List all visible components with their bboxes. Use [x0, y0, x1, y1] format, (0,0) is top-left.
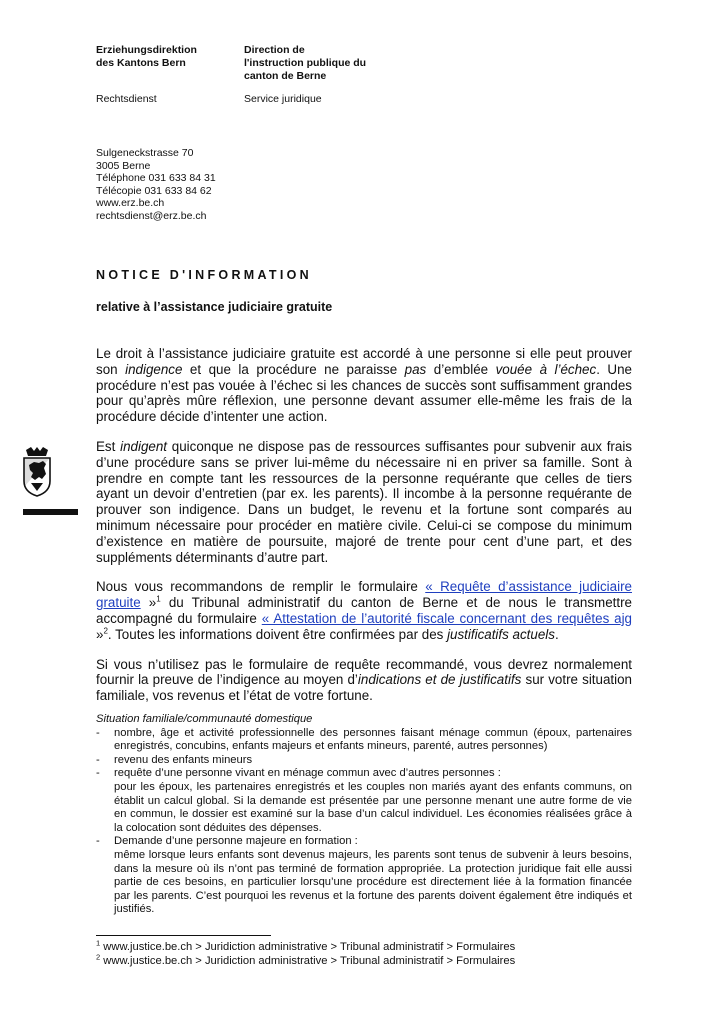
- header-right-line3: canton de Berne: [244, 70, 327, 82]
- link-attestation-fiscale[interactable]: « Attestation de l’autorité fiscale concernant des requêtes ajg: [261, 610, 633, 626]
- p3-text-g: .: [554, 626, 559, 642]
- family-situation-section: [96, 713, 632, 917]
- document-subtitle: relative à l’assistance judiciaire gratuite: [96, 300, 333, 314]
- p1-text-g: . Une procédure n’est pas vouée à l’échec si les chances de succès sont suffisamment grandes pour qu’après mûre réflexion, une personne devant assumer elle-même les frais de la procédure décide d’intenter une action.: [96, 361, 632, 425]
- p3-text-d: »: [96, 626, 104, 642]
- list-dash: -: [96, 726, 100, 739]
- list-item: [96, 767, 632, 835]
- list-item-text: Demande d’une personne majeure en formation :: [114, 835, 358, 848]
- criteria-list: [96, 727, 632, 917]
- paragraph-3: [96, 579, 632, 642]
- list-dash: -: [96, 753, 100, 766]
- p4-text-a: Si vous n’utilisez pas le formulaire de requête recommandé, vous devrez normalement fournir la preuve de l’indigence au moyen d’: [96, 656, 632, 688]
- footnote-ref-2: 2: [103, 626, 108, 636]
- list-item: [96, 754, 632, 768]
- header-left-service: Rechtsdienst: [96, 93, 157, 105]
- address-fax: Télécopie 031 633 84 62: [96, 184, 212, 197]
- address-city: 3005 Berne: [96, 159, 151, 172]
- body-text: [96, 346, 632, 718]
- p1-text-c: et que la procédure ne paraisse: [182, 361, 405, 377]
- p2-text-a: Est: [96, 438, 121, 454]
- p3-text-c: du Tribunal administratif du canton de Berne et de nous le transmettre accompagné du formulaire: [96, 595, 633, 626]
- footnote-2: [96, 951, 516, 969]
- footnote-text: www.justice.be.ch > Juridiction administrative > Tribunal administratif > Formulaires: [100, 941, 516, 953]
- address-email: rechtsdienst@erz.be.ch: [96, 209, 207, 222]
- p3-text-b: »: [140, 595, 157, 611]
- paragraph-1: [96, 346, 632, 425]
- p1-emph-indigence: indigence: [125, 361, 183, 377]
- crest-bar: [23, 509, 78, 515]
- p3-text-a: Nous vous recommandons de remplir le formulaire: [96, 579, 426, 595]
- header-left-line1: Erziehungsdirektion: [96, 44, 197, 56]
- list-item-text: requête d’une personne vivant en ménage commun avec d’autres personnes :: [114, 767, 501, 780]
- footnote-ref-1: 1: [156, 594, 161, 604]
- bern-bear-crest-icon: [22, 447, 52, 497]
- p4-text-c: sur votre situation familiale, vos revenus et l’état de votre fortune.: [96, 672, 632, 704]
- list-dash: -: [96, 767, 100, 780]
- header-left-org: [96, 44, 197, 70]
- p1-text-e: d’emblée: [426, 361, 496, 377]
- footnote-number: 2: [96, 951, 101, 961]
- p1-text-a: Le droit à l’assistance judiciaire gratuite est accordé à une personne si elle peut prouver son: [96, 346, 632, 377]
- footnote-text: www.justice.be.ch > Juridiction administrative > Tribunal administratif > Formulaires: [100, 954, 516, 967]
- p3-emph-justificatifs: justificatifs actuels: [447, 626, 555, 642]
- address-street: Sulgeneckstrasse 70: [96, 147, 194, 159]
- p3-text-e: . Toutes les informations doivent être confirmées par des: [107, 626, 448, 642]
- p2-text-c: quiconque ne dispose pas de ressources suffisantes pour subvenir aux frais d’une procédure sans se priver lui-même du nécessaire ni en priver sa famille. Sont à prendre en compte tant les ressources de la personne requérante que celles de tiers ayant un devoir d’entretien (par ex. les parents). Il incombe à la personne requérante de prouver son indigence. Dans un budget, le revenu et la fortune sont comparés au minimum nécessaire pour procéder en matière civile. Celui-ci se compose du minimum d’existence en matière de poursuite, majoré de trente pour cent d’une part, et des suppléments déterminants d’autre part.: [96, 438, 632, 565]
- address-block: [96, 147, 216, 223]
- list-item: [96, 727, 632, 754]
- list-item-text: revenu des enfants mineurs: [114, 753, 253, 766]
- paragraph-2: [96, 439, 632, 565]
- section-heading: Situation familiale/communauté domestique: [96, 713, 313, 725]
- p4-emph-indications: indications et de justificatifs: [357, 672, 522, 688]
- list-item-detail: même lorsque leurs enfants sont devenus majeurs, les parents sont tenus de subvenir à leurs besoins, dans la mesure où ils n’ont pas terminé de formation appropriée. La protection juridique fait elle aussi partie de ces besoins, en particulier lorsqu’une procédure est directement liée à la formation financée par les parents. C’est pourquoi les revenus et la fortune des parents doivent également être indiqués et justifiés.: [114, 848, 632, 916]
- footnote-separator: [96, 935, 271, 936]
- p2-emph-indigent: indigent: [120, 438, 168, 454]
- footnotes: [96, 938, 516, 968]
- address-web: www.erz.be.ch: [96, 197, 165, 210]
- footnote-1: [96, 938, 516, 955]
- header-left-line2: des Kantons Bern: [96, 57, 186, 69]
- list-item: [96, 835, 632, 917]
- list-dash: -: [96, 835, 100, 848]
- address-phone: Téléphone 031 633 84 31: [96, 172, 216, 185]
- header-right-line1: Direction de: [244, 44, 305, 56]
- document-title: NOTICE D'INFORMATION: [96, 268, 312, 282]
- header-right-line2: l'instruction publique du: [244, 57, 367, 69]
- link-requete-assistance[interactable]: « Requête d’assistance judiciaire gratuite: [96, 579, 632, 611]
- p1-emph-pas: pas: [404, 361, 427, 377]
- list-item-detail: pour les époux, les partenaires enregistrés et les couples non mariés ayant des enfants communs, on établit un calcul global. Si la demande est présentée par une personne menant une autre forme de vie en commun, le dossier est examiné sur la base d’un calcul individuel. Les économies réalisées grâce à la colocation sont déduites des dépenses.: [114, 780, 632, 834]
- list-item-text: nombre, âge et activité professionnelle des personnes faisant ménage commun (époux, partenaires enregistrés, concubins, enfants majeurs et enfants mineurs, parenté, autres personnes): [114, 726, 632, 753]
- paragraph-4: [96, 657, 632, 704]
- p1-emph-vouee: vouée à l’échec: [495, 361, 597, 377]
- header-right-service: Service juridique: [244, 93, 322, 105]
- header-right-org: [244, 44, 366, 83]
- footnote-number: 1: [96, 938, 101, 948]
